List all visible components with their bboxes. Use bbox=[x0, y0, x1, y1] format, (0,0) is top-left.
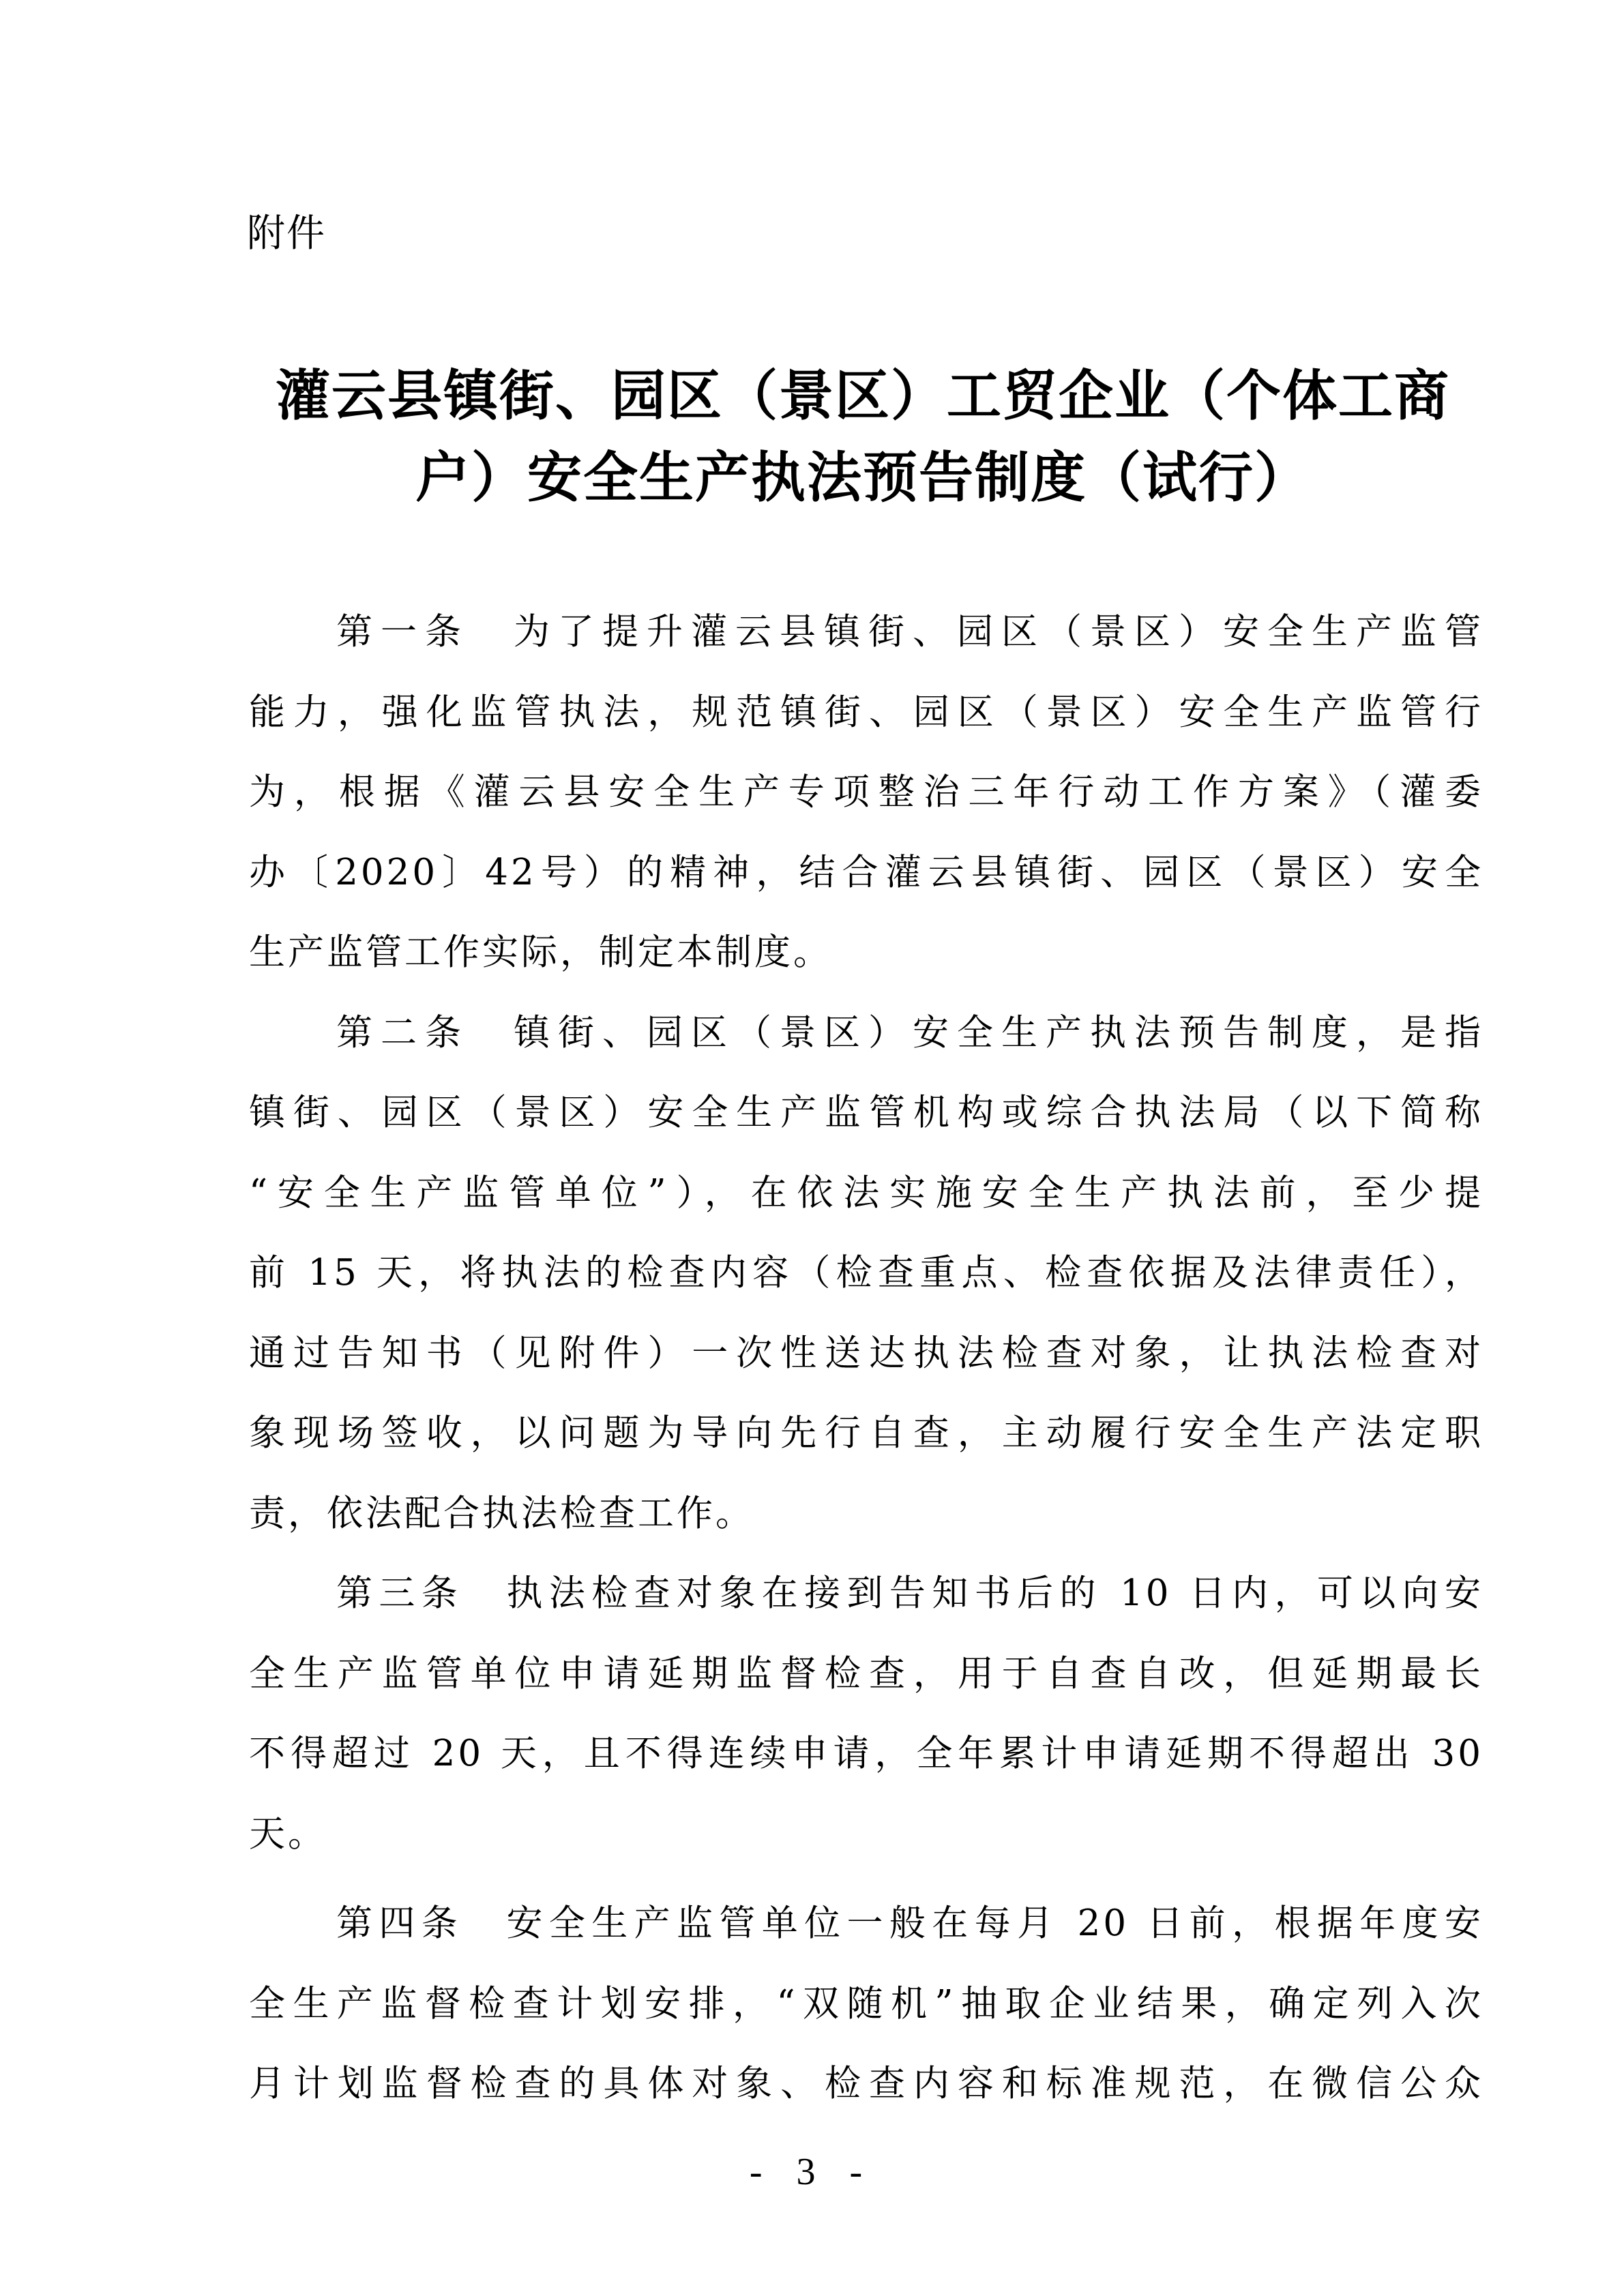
article-2-line: 前 15 天，将执法的检查内容（检查重点、检查依据及法律责任）， bbox=[249, 1252, 1483, 1294]
article-1-line: 第一条 为了提升灌云县镇街、园区（景区）安全生产监管 bbox=[336, 611, 1483, 653]
article-2-line: “安全生产监管单位”），在依法实施安全生产执法前，至少提 bbox=[249, 1172, 1483, 1214]
article-2-line: 象现场签收，以问题为导向先行自查，主动履行安全生产法定职 bbox=[249, 1412, 1483, 1454]
article-4-line: 月计划监督检查的具体对象、检查内容和标准规范，在微信公众 bbox=[249, 2063, 1483, 2104]
article-4-line: 全生产监督检查计划安排，“双随机”抽取企业结果，确定列入次 bbox=[249, 1982, 1483, 2025]
page-number: - 3 - bbox=[749, 2151, 875, 2193]
document-title bbox=[232, 355, 1494, 518]
article-3-line: 全生产监管单位申请延期监督检查，用于自查自改，但延期最长 bbox=[249, 1652, 1483, 1695]
article-2 bbox=[249, 993, 1483, 1554]
article-2-line: 第二条 镇街、园区（景区）安全生产执法预告制度，是指 bbox=[336, 1011, 1483, 1054]
article-3-line: 天。 bbox=[249, 1813, 327, 1855]
article-3-line: 第三条 执法检查对象在接到告知书后的 10 日内，可以向安 bbox=[336, 1572, 1483, 1614]
article-3 bbox=[249, 1553, 1483, 1874]
title-line-2: 户）安全生产执法预告制度（试行） bbox=[415, 445, 1310, 509]
document-body bbox=[249, 592, 1483, 2124]
article-2-line: 责，依法配合执法检查工作。 bbox=[249, 1492, 754, 1534]
article-2-line: 镇街、园区（景区）安全生产监管机构或综合执法局（以下简称 bbox=[249, 1092, 1483, 1133]
title-line-1: 灌云县镇街、园区（景区）工贸企业（个体工商 bbox=[276, 363, 1450, 428]
article-1-line: 生产监管工作实际，制定本制度。 bbox=[249, 931, 832, 973]
article-1-line: 办〔2020〕42号）的精神，结合灌云县镇街、园区（景区）安全 bbox=[249, 851, 1483, 893]
article-1 bbox=[249, 592, 1483, 993]
article-2-line: 通过告知书（见附件）一次性送达执法检查对象，让执法检查对 bbox=[249, 1332, 1483, 1374]
article-4 bbox=[249, 1883, 1483, 2124]
article-4-line: 第四条 安全生产监管单位一般在每月 20 日前，根据年度安 bbox=[336, 1903, 1483, 1944]
article-1-line: 为，根据《灌云县安全生产专项整治三年行动工作方案》（灌委 bbox=[249, 771, 1483, 813]
article-3-line: 不得超过 20 天，且不得连续申请，全年累计申请延期不得超出 30 bbox=[249, 1733, 1483, 1774]
article-1-line: 能力，强化监管执法，规范镇街、园区（景区）安全生产监管行 bbox=[249, 691, 1483, 733]
attachment-label: 附件 bbox=[247, 211, 326, 256]
